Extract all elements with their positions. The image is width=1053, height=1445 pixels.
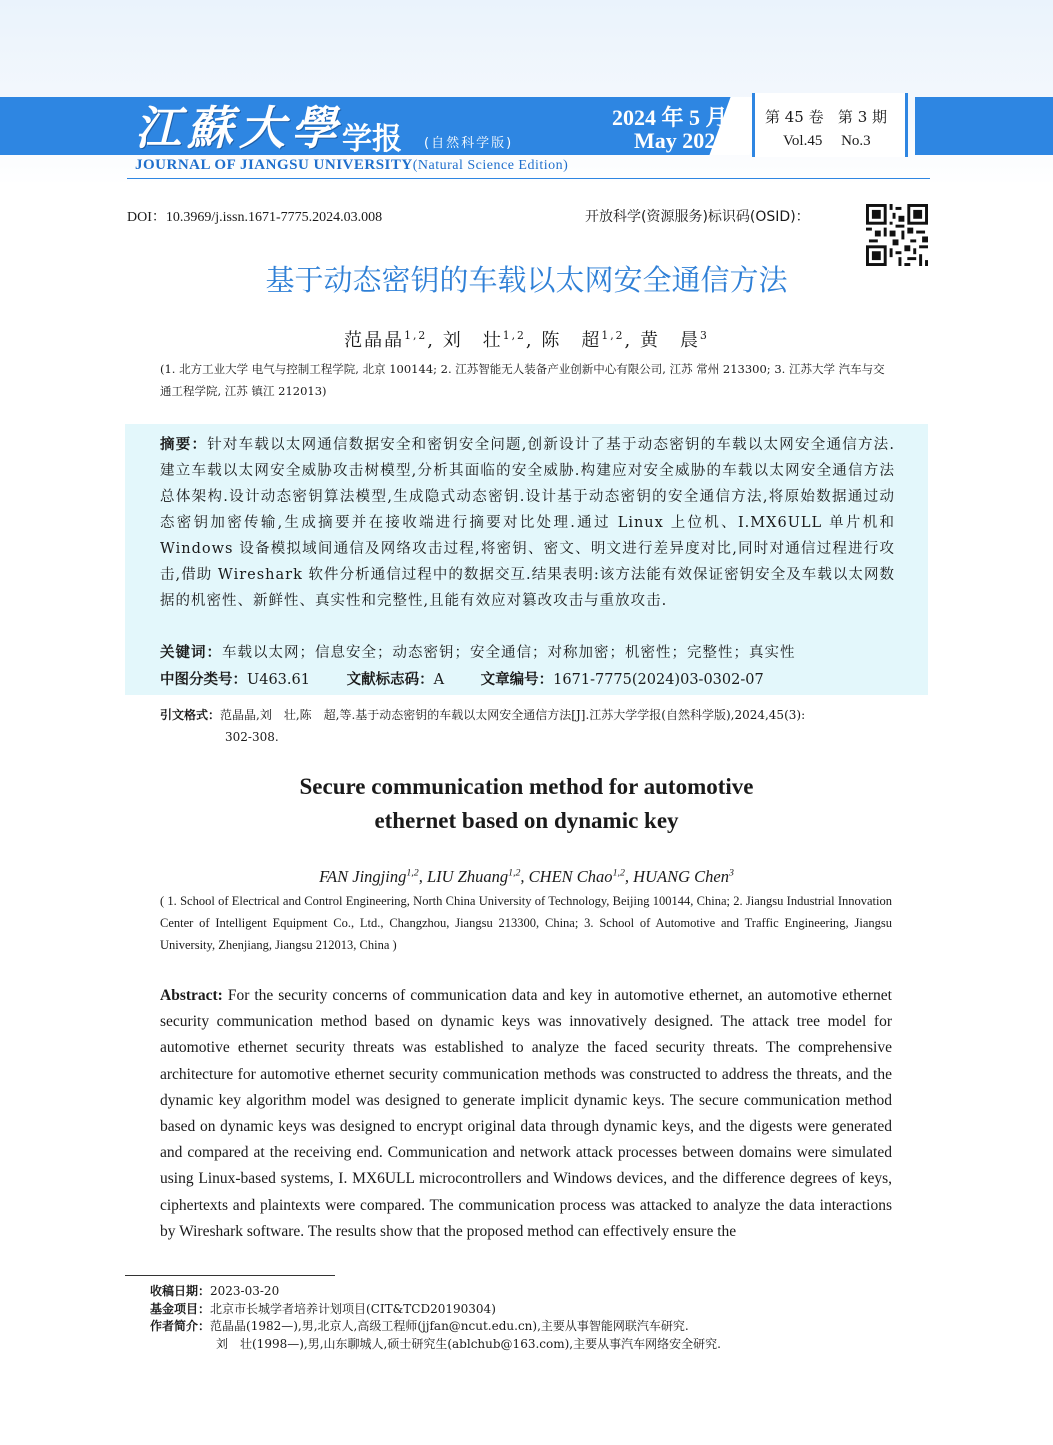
document-code: A (433, 672, 445, 688)
citation-label: 引文格式： (160, 708, 221, 722)
issue-date-en: May 2024 (634, 128, 727, 153)
author-name: LIU Zhuang (426, 867, 509, 886)
author-bio: 刘 壮(1998—),男,山东聊城人,硕士研究生(ablchub@163.com),主要从事汽车网络安全研究. (216, 1336, 721, 1351)
osid-label: 开放科学(资源服务)标识码(OSID)： (585, 209, 810, 225)
author-bio: 作者简介：范晶晶(1982—),男,北京人,高级工程师(jjfan@ncut.edu.cn),主要从事智能网联汽车研究. (150, 1319, 689, 1333)
affiliations-cn: (1. 北方工业大学 电气与控制工程学院, 北京 100144; 2. 江苏智能无人装备产业创新中心有限公司, 江苏 常州 213300; 3. 江苏大学 汽车与交通工程学院, 江苏 镇江 212013) (160, 362, 885, 398)
abstract-label-cn: 摘要： (160, 437, 208, 453)
abstract-text-en: For the security concerns of communication data and key in automotive ethernet, an automotive ethernet security communication method based on dynamic keys was innovatively designed. The attack tree model for automotive ethernet security threats was established to analyze the faced security threats. The comprehensive architecture for automotive ethernet security communication methods was constructed to address the threats, and the dynamic key algorithm model was designed to generate implicit dynamic keys. The secure communication method based on dynamic keys was designed to encrypt original data through dynamic keys, and the digests were generated and compared at the receiving end. Communication and network attack processes between domains were simulated using Linux-based systems, I. MX6ULL microcontrollers and Windows devices, and the difference degrees of keys, ciphertexts and plaintexts were compared. The communication process was attacked to analyze the data interactions by Wireshark software. The results show that the proposed method can effectively ensure the (160, 987, 892, 1240)
author-list-cn: 范晶晶$^{1,2}$, 刘 壮$^{1,2}$, 陈 超$^{1,2}$, 黄 晨$^3$ (344, 329, 709, 351)
journal-header-right-band (915, 97, 1053, 155)
qr-code-icon[interactable] (866, 204, 928, 266)
author-name: 黄 晨 (640, 330, 700, 351)
paper-title-en: Secure communication method for automotive ethernet based on dynamic key (299, 774, 754, 833)
citation-pages: 302-308. (225, 730, 279, 744)
keywords-text: 车载以太网；信息安全；动态密钥；安全通信；对称加密；机密性；完整性；真实性 (222, 645, 796, 661)
classification-line: 中图分类号：U463.61 文献标志码：A 文章编号：1671-7775(2024)03-0302-07 (160, 672, 764, 688)
affiliations-en: ( 1. School of Electrical and Control Engineering, North China University of Technology, Beijing 100144, China; 2. Jiangsu Industrial Innovation Center of Intelligent Equipment Co., Ltd., Changzhou, Jiangsu 213300, China; 3. School of Automotive and Traffic Engineering, Jiangsu University, Zhenjiang, Jiangsu 212013, China ) (160, 894, 892, 952)
issue-date-cn: 2024 年 5 月 (612, 105, 728, 130)
keywords-cn (160, 641, 895, 662)
citation-text: 范晶晶,刘 壮,陈 超,等.基于动态密钥的车载以太网安全通信方法[J].江苏大学学报(自然科学版),2024,45(3): (220, 708, 806, 722)
article-number: 1671-7775(2024)03-0302-07 (553, 672, 764, 688)
journal-name-en: JOURNAL OF JIANGSU UNIVERSITY(Natural Science Edition) (135, 157, 569, 173)
citation-format (160, 704, 895, 748)
abstract-cn (160, 432, 895, 614)
footnotes (150, 1283, 930, 1353)
author-list-en: FAN Jingjing$^{1,2}$, LIU Zhuang$^{1,2}$, CHEN Chao$^{1,2}$, HUANG Chen$^3$ (319, 867, 734, 886)
fund-project: 基金项目：北京市长城学者培养计划项目(CIT&TCD20190304) (150, 1301, 496, 1316)
keywords-label: 关键词： (160, 645, 222, 661)
volume-issue-cn: 第 45 卷 第 3 期 (765, 108, 888, 126)
paper-title-cn: 基于动态密钥的车载以太网安全通信方法 (265, 263, 788, 297)
abstract-label-en: Abstract: (160, 987, 223, 1004)
abstract-en (160, 983, 892, 1245)
volume-issue-en: Vol.45 No.3 (783, 133, 871, 149)
received-date: 收稿日期：2023-03-20 (150, 1284, 280, 1298)
author-name: 陈 超 (541, 330, 602, 351)
author-name: CHEN Chao (528, 867, 613, 886)
journal-logo-cn: 江蘇大學 (135, 101, 343, 155)
clc-number: U463.61 (247, 672, 310, 688)
author-name: HUANG Chen (633, 867, 729, 886)
journal-edition-cn: (自然科学版) (424, 136, 514, 151)
footnote-rule (125, 1275, 335, 1276)
author-name: 刘 壮 (442, 330, 503, 351)
header-rule (127, 178, 930, 179)
author-name: FAN Jingjing (319, 867, 407, 886)
abstract-text-cn: 针对车载以太网通信数据安全和密钥安全问题,创新设计了基于动态密钥的车载以太网安全通信方法.建立车载以太网安全威胁攻击树模型,分析其面临的安全威胁.构建应对安全威胁的车载以太网安全通信方法总体架构.设计动态密钥算法模型,生成隐式动态密钥.设计基于动态密钥的安全通信方法,将原始数据通过动态密钥加密传输,生成摘要并在接收端进行摘要对比处理.通过 Linux 上位机、I.MX6ULL 单片机和 Windows 设备模拟域间通信及网络攻击过程,将密钥、密文、明文进行差异度对比,同时对通信过程进行攻击,借助 Wireshark 软件分析通信过程中的数据交互.结果表明:该方法能有效保证密钥安全及车载以太网数据的机密性、新鲜性、真实性和完整性,且能有效应对篡改攻击与重放攻击. (160, 437, 896, 609)
doi[interactable]: DOI：10.3969/j.issn.1671-7775.2024.03.008 (127, 210, 383, 225)
author-name: 范晶晶 (344, 330, 405, 351)
journal-logo-bao: 学报 (342, 122, 402, 157)
